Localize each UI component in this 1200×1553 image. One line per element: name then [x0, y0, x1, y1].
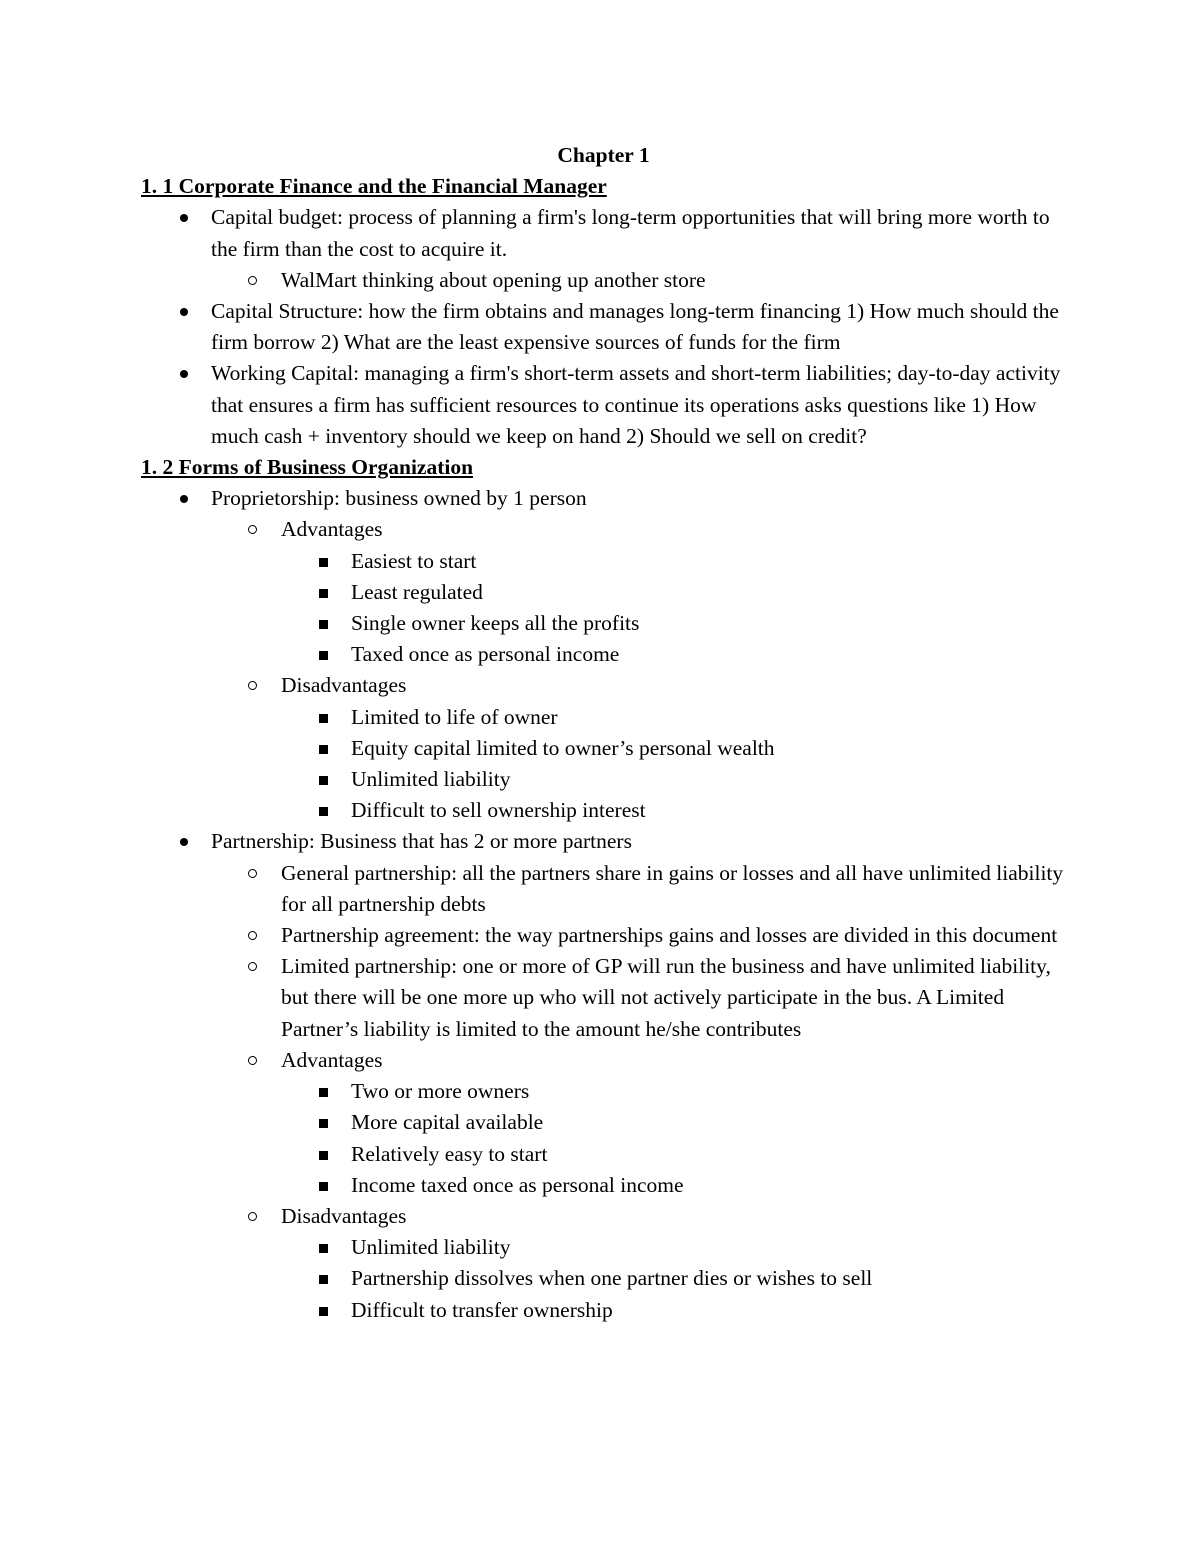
disadvantages-label: Disadvantages	[281, 1203, 407, 1228]
general-partnership-text: General partnership: all the partners share in gains or losses and all have unlimited liability for all partnership debts	[281, 860, 1064, 916]
proprietorship-sublist	[141, 514, 1066, 826]
list-item	[281, 1263, 1066, 1294]
list-item	[281, 764, 1066, 795]
proprietorship-text: Proprietorship: business owned by 1 person	[211, 486, 587, 511]
list-item-text: Relatively easy to start	[351, 1141, 548, 1166]
hollow-bullet-icon	[248, 670, 262, 701]
square-bullet-icon	[319, 733, 331, 764]
bullet-icon	[178, 296, 192, 327]
limited-partnership-text: Limited partnership: one or more of GP will run the business and have unlimited liability, but there will be one more up who will not actively participate in the bus. A Limited Partner’s liability is limited to the amount he/she contributes	[281, 954, 1051, 1041]
list-item-partnership-agreement	[211, 920, 1066, 951]
section-1-2-list	[141, 483, 1066, 1325]
advantages-label: Advantages	[281, 517, 383, 542]
hollow-bullet-icon	[248, 920, 262, 951]
list-item-advantages	[211, 1045, 1066, 1201]
list-item	[281, 1232, 1066, 1263]
disadvantages-label: Disadvantages	[281, 673, 407, 698]
list-item	[281, 1295, 1066, 1326]
list-item	[281, 577, 1066, 608]
square-bullet-icon	[319, 1232, 331, 1263]
list-item-general-partnership	[211, 858, 1066, 920]
section-1-1-list	[141, 202, 1066, 452]
square-bullet-icon	[319, 764, 331, 795]
list-item-text: Least regulated	[351, 579, 483, 604]
list-item	[281, 608, 1066, 639]
list-item-text: Easiest to start	[351, 548, 477, 573]
partnership-sublist	[141, 858, 1066, 1326]
list-item-partnership	[141, 826, 1066, 1325]
capital-budget-sublist	[141, 265, 1066, 296]
square-bullet-icon	[319, 1263, 331, 1294]
section-heading-1-1: 1. 1 Corporate Finance and the Financial Manager	[141, 174, 607, 199]
square-bullet-icon	[319, 702, 331, 733]
working-capital-text: Working Capital: managing a firm's short-term assets and short-term liabilities; day-to-day activity that ensures a firm has sufficient resources to continue its operations asks questions like 1) How much cash + inventory should we keep on hand 2) Should we sell on credit?	[211, 361, 1061, 448]
bullet-icon	[178, 358, 192, 389]
page-title: Chapter 1	[557, 143, 650, 167]
list-item-text: Limited to life of owner	[351, 704, 558, 729]
proprietorship-advantages-list	[281, 546, 1066, 671]
list-item-text: Partnership dissolves when one partner dies or wishes to sell	[351, 1266, 873, 1291]
list-item	[281, 546, 1066, 577]
square-bullet-icon	[319, 1139, 331, 1170]
list-item-text: Difficult to transfer ownership	[351, 1297, 613, 1322]
hollow-bullet-icon	[248, 1201, 262, 1232]
square-bullet-icon	[319, 608, 331, 639]
proprietorship-disadvantages-list	[281, 702, 1066, 827]
square-bullet-icon	[319, 1295, 331, 1326]
square-bullet-icon	[319, 1170, 331, 1201]
list-item-walmart-example	[211, 265, 1066, 296]
list-item	[281, 702, 1066, 733]
square-bullet-icon	[319, 577, 331, 608]
square-bullet-icon	[319, 639, 331, 670]
list-item-disadvantages	[211, 1201, 1066, 1326]
partnership-text: Partnership: Business that has 2 or more partners	[211, 829, 632, 854]
document-body	[141, 140, 1066, 1326]
list-item-text: Unlimited liability	[351, 767, 511, 792]
list-item-working-capital	[141, 358, 1066, 452]
hollow-bullet-icon	[248, 858, 262, 889]
bullet-icon	[178, 826, 192, 857]
list-item-text: Difficult to sell ownership interest	[351, 798, 646, 823]
list-item	[281, 733, 1066, 764]
list-item-capital-budget	[141, 202, 1066, 296]
partnership-agreement-text: Partnership agreement: the way partnerships gains and losses are divided in this document	[281, 923, 1058, 948]
list-item-text: Equity capital limited to owner’s personal wealth	[351, 735, 775, 760]
square-bullet-icon	[319, 1107, 331, 1138]
list-item	[281, 1076, 1066, 1107]
list-item	[281, 1170, 1066, 1201]
list-item	[281, 639, 1066, 670]
square-bullet-icon	[319, 1076, 331, 1107]
list-item-proprietorship	[141, 483, 1066, 826]
bullet-icon	[178, 202, 192, 233]
hollow-bullet-icon	[248, 1045, 262, 1076]
list-item-text: Income taxed once as personal income	[351, 1172, 684, 1197]
hollow-bullet-icon	[248, 265, 262, 296]
advantages-label: Advantages	[281, 1047, 383, 1072]
partnership-disadvantages-list	[281, 1232, 1066, 1326]
list-item-text: Unlimited liability	[351, 1235, 511, 1260]
partnership-advantages-list	[281, 1076, 1066, 1201]
hollow-bullet-icon	[248, 951, 262, 982]
bullet-icon	[178, 483, 192, 514]
capital-structure-text: Capital Structure: how the firm obtains and manages long-term financing 1) How much should the firm borrow 2) What are the least expensive sources of funds for the firm	[211, 299, 1059, 355]
square-bullet-icon	[319, 795, 331, 826]
list-item-advantages	[211, 514, 1066, 670]
capital-budget-text: Capital budget: process of planning a firm's long-term opportunities that will bring more worth to the firm than the cost to acquire it.	[211, 205, 1050, 261]
list-item	[281, 1107, 1066, 1138]
section-heading-1-2: 1. 2 Forms of Business Organization	[141, 455, 474, 480]
list-item-text: Two or more owners	[351, 1079, 530, 1104]
square-bullet-icon	[319, 546, 331, 577]
list-item-text: Taxed once as personal income	[351, 642, 620, 667]
list-item-capital-structure	[141, 296, 1066, 358]
list-item	[281, 795, 1066, 826]
list-item-text: Single owner keeps all the profits	[351, 611, 640, 636]
walmart-example-text: WalMart thinking about opening up another store	[281, 267, 706, 292]
list-item-text: More capital available	[351, 1110, 544, 1135]
list-item	[281, 1139, 1066, 1170]
list-item-limited-partnership	[211, 951, 1066, 1045]
list-item-disadvantages	[211, 670, 1066, 826]
hollow-bullet-icon	[248, 514, 262, 545]
